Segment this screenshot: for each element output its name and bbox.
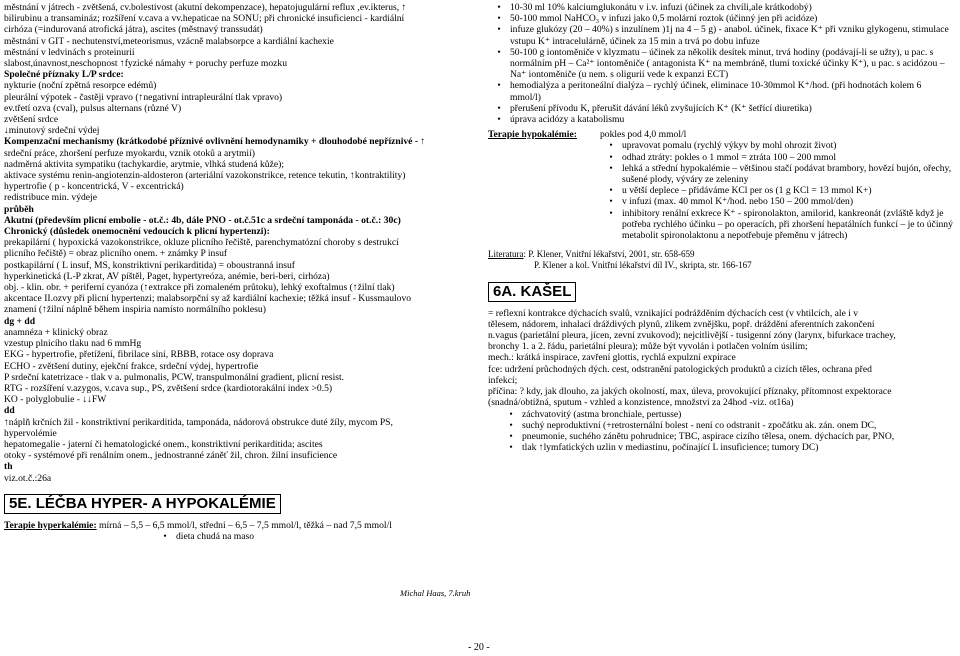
list-item-text: 50-100 g iontoměniče v klyzmatu – účinek za několik desítek minut, trvá hodiny (podávají-li se užty), u pac. s normálním pH – Ca²⁺ iontoměniče ( antagonista K⁺ na membráně, tlumí toxické účinky K⁺), u pac. s acidózou – Na⁺ iontoměniče (u nem. s oligurií vede k expanzi ECT) xyxy=(510,46,945,81)
hyperkalemia-treatment-list xyxy=(488,2,954,125)
bullet-dot: • xyxy=(509,408,513,420)
text-line: nykturie (noční zpětná resorpce edémů) xyxy=(4,80,157,92)
left-column xyxy=(4,2,472,542)
text-line: městnání v ledvinách s proteinurií xyxy=(4,46,135,58)
text-line: Kompenzační mechanismy (krátkodobé příznivé ovlivnění hemodynamiky + dlouhodobé nepříznivé - ↑ xyxy=(4,136,426,148)
list-item-text: odhad ztráty: pokles o 1 mmol = ztráta 100 – 200 mmol xyxy=(622,151,837,163)
bullet-dot: • xyxy=(497,13,501,25)
list-item-text: 50-100 mmol NaHCO₃ v infuzi jako 0,5 molární roztok (účinný jen při acidóze) xyxy=(510,13,818,25)
list-item xyxy=(600,163,954,185)
literature xyxy=(488,249,954,271)
page-number: - 20 - xyxy=(468,642,490,653)
list-item xyxy=(500,431,954,442)
text-line: vzestup plnicího tlaku nad 6 mmHg xyxy=(4,338,142,350)
text-line: znamení (↑žilní náplně během inspiria namísto normálního poklesu) xyxy=(4,304,266,316)
list-item-text: u větší deplece – přidáváme KCl per os (1 g KCl = 13 mmol K+) xyxy=(622,185,872,197)
hyperkalemia-text: mírná – 5,5 – 6,5 mmol/l, střední – 6,5 – 7,5 mmol/l, těžká – nad 7,5 mmol/l xyxy=(99,519,392,531)
section-heading-5e xyxy=(4,494,281,514)
cough-types-list xyxy=(500,409,954,454)
bullet-dot: • xyxy=(609,207,613,219)
section-heading-6a xyxy=(488,282,576,302)
list-item-text: upravovat pomalu (rychlý výkyv by mohl ohrozit život) xyxy=(622,140,837,152)
hypokalemia-label: Terapie hypokalémie: xyxy=(488,129,577,141)
list-item xyxy=(488,2,954,13)
text-line: akcentace II.ozvy při plicní hypertenzi; malabsorpční sy až kardiální kachexie; těžká insuf - Kussmaulovo xyxy=(4,293,412,305)
text-line: mech.: krátká inspirace, zavření glottis, rychlá expulzní expirace xyxy=(488,352,736,364)
list-item-text: 10-30 ml 10% kalciumglukonátu v i.v. infuzi (účinek za chvíli,ale krátkodobý) xyxy=(510,2,812,13)
text-line: pleurální výpotek - častěji vpravo (↑negativní intrapleurální tlak vpravo) xyxy=(4,91,283,103)
bullet-dot: • xyxy=(509,442,513,454)
text-line: srdeční práce, zhoršení perfuze myokardu, vznik otoků a arytmií) xyxy=(4,147,255,159)
text-line: tělesem, nádorem, inhalací dráždivých plynů, zlikem zvnějšku, popř. dráždění aferentních zakončení xyxy=(488,318,875,330)
list-item-text: suchý neproduktivní (+retrosternální bolest - není co odstranit - zpočátku ak. zán. onem DC, xyxy=(522,419,877,431)
text-line: ECHO - zvětšení dutiny, ejekční frakce, srdeční výdej, hypertrofie xyxy=(4,360,259,372)
list-item-text: tlak ↑lymfatických uzlin v mediastinu, počínající L insuficience; tumory DC) xyxy=(522,442,819,454)
text-line: dd xyxy=(4,405,15,417)
bullet-dot: • xyxy=(609,162,613,174)
text-line: RTG - rozšíření v.azygos, v.cava sup., PS, zvětšení srdce (kardiotorakální index >0.5) xyxy=(4,382,333,394)
bullet-dot: • xyxy=(509,430,513,442)
text-line: hypertrofie ( p - koncentrická, V - excentrická) xyxy=(4,181,184,193)
list-item xyxy=(488,47,954,81)
text-line: viz.ot.č.:26a xyxy=(4,472,52,484)
list-item-text: záchvatovitý (astma bronchiale, pertusse) xyxy=(522,408,682,420)
text-line: th xyxy=(4,461,13,473)
text-line: EKG - hypertrofie, přetížení, fibrilace síní, RBBB, rotace osy doprava xyxy=(4,349,274,361)
list-item xyxy=(488,103,954,114)
bullet-dot: • xyxy=(497,46,501,58)
list-item xyxy=(600,196,954,207)
text-line: Akutní (především plicní embolie - ot.č.: 4b, dále PNO - ot.č.51c a srdeční tamponáda - ot.č.: 30c) xyxy=(4,214,401,226)
list-item xyxy=(600,140,954,151)
text-line: obj. - klin. obr. + periferní cyanóza (↑extrakce při zomaleném průtoku), lehký exoftalmus (↑žilní tlak) xyxy=(4,282,395,294)
literature-ref-2: P. Klener a kol. Vnitřní lékařství díl IV., skripta, str. 166-167 xyxy=(534,260,752,271)
list-item-text: infuze glukózy (20 – 40%) s inzulínem )1j na 4 – 5 g) - anabol. účinek, fixace K⁺ při vzniku glykogenu, stimulace vstupu K⁺ intracelulárně, účinek za 15 min a trvá po dobu infuze xyxy=(510,24,949,47)
bullet-text: dieta chudá na maso xyxy=(176,530,255,542)
text-line: infekcí; xyxy=(488,374,518,386)
text-line: prekapilární ( hypoxická vazokonstrikce, okluze plicního řečiště, parenchymatózní choroby s destrukcí xyxy=(4,237,399,249)
text-line: průběh xyxy=(4,203,34,215)
list-item-text: pneumonie, suchého zánětu pohrudnice; TBC, aspirace cizího tělesa, onem. dýchacích par, PNO, xyxy=(522,430,895,442)
list-item xyxy=(600,208,954,242)
text-line: (snadná/obtížná, sputum - vzhled a konzistence, množství za 24hod -viz. ot16a) xyxy=(488,397,794,409)
text-line: ↓minutový srdeční výdej xyxy=(4,125,100,137)
bullet-dot: • xyxy=(609,185,613,197)
text-line: = reflexní kontrakce dýchacích svalů, vznikající podrážděním dýchacích cest (v vhtilcích, ale i v xyxy=(488,307,859,319)
text-line: anamnéza + klinický obraz xyxy=(4,326,108,338)
list-item xyxy=(488,114,954,125)
list-item-text: hemodialýza a peritoneální dialýza – rychlý účinek, eliminace 10-30mmol K⁺/hod. (při hodnotách kolem 6 mmol/l) xyxy=(510,80,922,103)
text-line: plicního řečiště) = obraz plicního onem. + známky P insuf xyxy=(4,248,228,260)
list-item-text: přerušení přívodu K, přerušit dávání léků zvyšujících K⁺ (K⁺ šetřící diuretika) xyxy=(510,102,812,114)
hyperkalemia-bullet xyxy=(154,531,472,542)
text-line: městnání v GIT - nechutenství,meteorismus, vzácně malabsorpce a kardiální kachexie xyxy=(4,35,334,47)
right-column xyxy=(488,2,954,453)
list-item xyxy=(500,442,954,453)
text-line: n.vagus (parietální pleura, jícen, zevní zvukovod); nejcitlivější - tusigenní zóny (larynx, bifurkace trachey, xyxy=(488,330,896,342)
text-line: Společné příznaky L/P srdce: xyxy=(4,69,124,81)
bullet-dot: • xyxy=(497,24,501,36)
text-line: dg + dd xyxy=(4,315,36,327)
text-line: ev.třetí ozva (cval), pulsus alternans (různé V) xyxy=(4,102,182,114)
list-item-text: lehká a střední hypokalémie – většinou stačí podávat brambory, hovězí bujón, ořechy, sušené plody, výváry ze zeleniny xyxy=(622,162,952,186)
list-item xyxy=(488,80,954,102)
text-line: příčina: ? kdy, jak dlouho, za jakých okolností, max, úleva, provokující příznaky, přítomnost expektorace xyxy=(488,386,892,398)
text-line: aktivace systému renin-angiotenzin-aldosteron (arteriální vazokonstrikce, retence tekutin, ↑kontraktility) xyxy=(4,170,406,182)
text-line: fce: udržení průchodných dých. cest, odstranění patologických produktů a cizích těles, ochrana před xyxy=(488,363,872,375)
list-item-text: v infuzi (max. 40 mmol K⁺/hod. nebo 150 – 200 mmol/den) xyxy=(622,196,854,208)
text-line: redistribuce min. výdeje xyxy=(4,192,97,204)
text-line: bilirubinu a transamináz; rozšíření v.cava a vv.hepaticae na SONU; při chronické insuficienci - kardiální xyxy=(4,13,405,25)
hypokalemia-threshold: pokles pod 4,0 mmol/l xyxy=(600,129,687,141)
author-signature: Michal Haas, 7.kruh xyxy=(400,588,471,598)
bullet-dot: • xyxy=(497,102,501,114)
list-item xyxy=(600,152,954,163)
heading-title: KAŠEL xyxy=(520,282,572,300)
bullet-dot: • xyxy=(509,419,513,431)
bullet-dot: • xyxy=(163,530,167,542)
heading-title: LÉČBA HYPER- A HYPOKALÉMIE xyxy=(35,494,276,512)
text-line: otoky - systémové při renálním onem., jednostranné záněť žil, chron. žilní insuficience xyxy=(4,450,338,462)
list-item xyxy=(500,420,954,431)
text-line: KO - polyglobulie - ↓↓FW xyxy=(4,394,107,406)
hyperkalemia-label: Terapie hyperkalémie: xyxy=(4,519,97,531)
literature-label: Literatura xyxy=(488,249,524,260)
bullet-dot: • xyxy=(609,151,613,163)
text-line: nadměrná aktivita sympatiku (tachykardie, arytmie, vlhká studená kůže); xyxy=(4,158,284,170)
text-line: postkapilární ( L insuf, MS, konstriktivní perikarditida) = oboustranná insuf xyxy=(4,259,295,271)
hypokalemia-header xyxy=(488,129,954,140)
list-item-text: úprava acidózy a katabolismu xyxy=(510,114,625,126)
list-item xyxy=(488,24,954,46)
list-item xyxy=(488,13,954,24)
left-text-block xyxy=(4,2,472,484)
text-line: zvětšení srdce xyxy=(4,114,59,126)
text-line: městnání v játrech - zvětšená, cv.bolestivost (akutní dekompenzace), hepatojugulární reflux ,ev.ikterus, ↑ xyxy=(4,2,407,13)
list-item-text: inhibitory renální exkrece K⁺ - spironolakton, amilorid, kankreonát (zvláště když je potřeba rychlého účinku – po operacích, při zhoršení hepatálních funkcí – je to účinný metabolit spironolaktonu a nepotřebuje přeměnu v játrech) xyxy=(622,207,953,242)
list-item xyxy=(600,185,954,196)
text-line: P srdeční katetrizace - tlak v a. pulmonalis, PCW, transpulmonální gradient, plicní resist. xyxy=(4,371,345,383)
text-line: cirhóza (=indurovaná atrofická játra), ascites (městnavý transsudát) xyxy=(4,24,263,36)
text-line: hypervolémie xyxy=(4,427,57,439)
bullet-dot: • xyxy=(497,2,501,13)
bullet-dot: • xyxy=(609,196,613,208)
heading-number: 5E. xyxy=(9,494,32,512)
hypokalemia-treatment-list xyxy=(600,140,954,241)
text-line: bronchy 1. a 2. řádu, parietální pleura); může být vyvolán i potlačen volním úsilím; xyxy=(488,341,808,353)
bullet-dot: • xyxy=(497,80,501,92)
bullet-dot: • xyxy=(609,140,613,152)
text-line: Chronický (důsledek onemocnění vedoucích k plicní hypertenzi): xyxy=(4,226,270,238)
text-line: ↑náplň krčních žil - konstriktivní perikarditida, tamponáda, nádorová obstrukce duté žíly, mycom PS, xyxy=(4,416,393,428)
literature-ref-1: : P. Klener, Vnitřní lékařství, 2001, str. 658-659 xyxy=(523,249,695,260)
hyperkalemia-line xyxy=(4,520,472,531)
cough-text-block xyxy=(488,308,954,409)
list-item xyxy=(500,409,954,420)
text-line: slabost,únavnost,neschopnost ↑fyzické námahy + poruchy perfuze mozku xyxy=(4,58,288,70)
text-line: hepatomegalie - jaterní či hematologické onem., konstriktivní perikarditida; ascites xyxy=(4,438,323,450)
heading-number: 6A. xyxy=(493,282,517,300)
bullet-dot: • xyxy=(497,114,501,126)
text-line: hyperkinetická (L-P zkrat, AV píštěl, Paget, hypertyreóza, anémie, beri-beri, cirhóza) xyxy=(4,270,330,282)
